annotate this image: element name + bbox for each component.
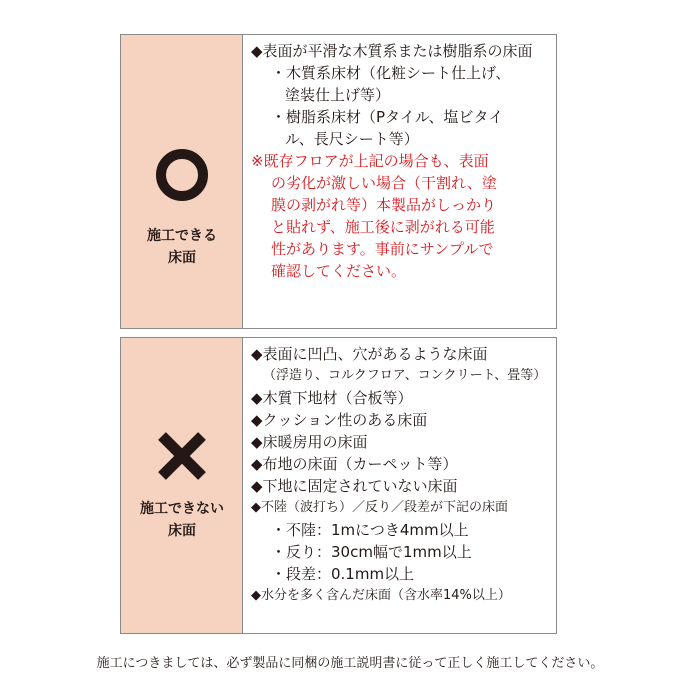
footer-notice: 施工につきましては、必ず製品に同梱の施工説明書に従って正しく施工してください。 [96,656,604,671]
caution-note: と貼れず、施工後に剥がれる可能 [271,218,495,236]
prohibited-item: ◆水分を多く含んだ床面（含水率14%以上） [251,588,511,603]
caution-note: 膜の剥がれ等）本製品がしっかり [271,196,497,214]
prohibited-label [121,498,243,542]
allowed-heading: ◆表面が平滑な木質系または樹脂系の床面 [251,42,533,60]
prohibited-item-detail: （浮造り、コルクフロア、コンクリート、畳等） [263,368,547,383]
allowed-label-column [121,35,243,328]
circle-icon [121,145,243,209]
allowed-label [121,225,243,269]
prohibited-label-line: 施工できない [140,501,224,517]
prohibited-item: ◆木質下地材（合板等） [251,389,413,407]
allowed-item-cont: 塗装仕上げ等） [285,86,391,104]
allowed-floor-section [120,34,557,329]
prohibited-description [243,338,556,633]
prohibited-subitem: ・不陸：1mにつき4mm以上 [271,521,469,539]
prohibited-subitem: ・反り：30cm幅で1mm以上 [271,543,472,561]
prohibited-label-line: 床面 [168,523,196,539]
allowed-description [243,35,556,328]
prohibited-item: ◆布地の床面（カーペット等） [251,455,458,473]
allowed-item: ・樹脂系床材（Pタイル、塩ビタイ [271,108,504,126]
prohibited-subitem: ・段差：0.1mm以上 [271,565,415,583]
allowed-label-line: 施工できる [147,228,217,244]
cross-icon [121,426,243,490]
caution-note: 性があります。事前にサンプルで [271,240,494,258]
prohibited-item: ◆不陸（波打ち）／反り／段差が下記の床面 [251,500,508,515]
prohibited-item: ◆床暖房用の床面 [251,433,368,451]
caution-note: の劣化が激しい場合（干割れ、塗 [271,174,497,192]
prohibited-label-column [121,338,243,633]
prohibited-item: ◆表面に凹凸、穴があるような床面 [251,345,488,363]
allowed-item-cont: ル、長尺シート等） [285,130,419,148]
prohibited-item: ◆下地に固定されていない床面 [251,477,458,495]
caution-note: 確認してください。 [271,262,407,280]
prohibited-item: ◆クッション性のある床面 [251,411,428,429]
allowed-item: ・木質系床材（化粧シート仕上げ、 [271,64,511,82]
caution-note: ※既存フロアが上記の場合も、表面 [251,152,489,170]
prohibited-floor-section [120,337,557,634]
allowed-label-line: 床面 [168,250,196,266]
